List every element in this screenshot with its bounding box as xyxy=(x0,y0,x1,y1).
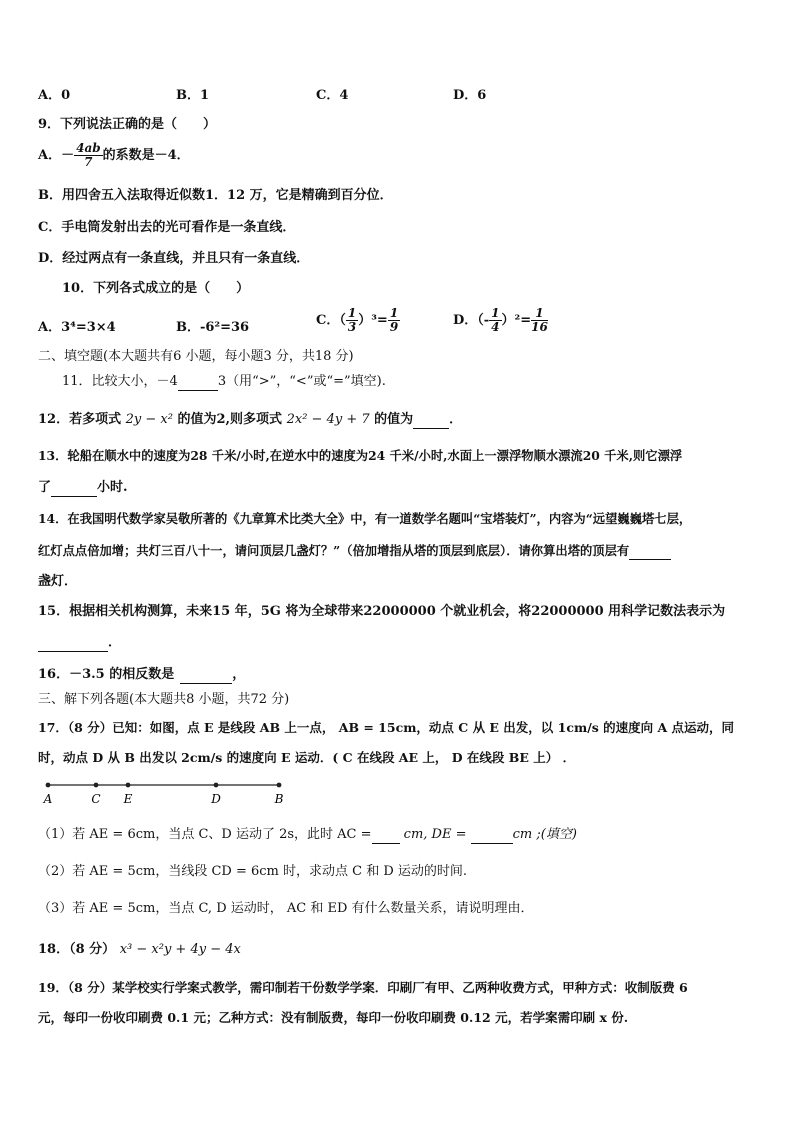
q17-line-2: 时，动点 D 从 B 出发以 2cm/s 的速度向 E 运动．( C 在线段 AE 上， D 在线段 BE 上） ． xyxy=(38,750,576,765)
q12-blank[interactable] xyxy=(413,414,449,429)
q9-a-prefix: A．－ xyxy=(38,148,75,163)
q18 xyxy=(38,941,241,959)
segment-diagram xyxy=(38,776,298,808)
q9-option-b: B．用四舍五入法取得近似数1．12 万，它是精确到百分位． xyxy=(38,188,393,203)
q10-d-prefix: D．（- xyxy=(453,313,490,328)
section-3-heading: 三、解下列各题(本大题共8 小题，共72 分) xyxy=(38,692,290,707)
q8-option-c: C．4 xyxy=(316,88,349,103)
fraction-numerator: 4ab xyxy=(76,141,101,155)
q10-c-prefix: C．（ xyxy=(316,313,346,328)
q9-a-fraction xyxy=(74,142,103,169)
q10-option-b: B．-6²=36 xyxy=(176,320,250,335)
q17-line-1: 17．（8 分）已知：如图，点 E 是线段 AB 上一点， AB = 15cm，动点 C 从 E 出发，以 1cm/s 的速度向 A 点运动，同 xyxy=(38,720,735,735)
q17-p1-text-b: cm, DE = xyxy=(403,827,467,842)
q17-p1-blank-de[interactable] xyxy=(471,829,513,844)
q12-expression-2: 2x² − 4y + 7 xyxy=(286,412,370,427)
segment-point-a xyxy=(46,783,51,788)
q17-p1-blank-ac[interactable] xyxy=(372,829,400,844)
q10-d-mid: ）²= xyxy=(501,313,532,328)
segment-label-a: A xyxy=(43,792,53,806)
q12-expression-1: 2y − x² xyxy=(125,412,173,427)
q17-p1-text-c: cm ;(填空) xyxy=(512,827,577,842)
fraction-numerator: 1 xyxy=(389,306,399,320)
q10-stem: 10．下列各式成立的是（ ） xyxy=(62,281,250,296)
segment-label-e: E xyxy=(123,792,133,806)
q8-option-d: D．6 xyxy=(453,88,487,103)
q12-text-a: 12．若多项式 xyxy=(38,412,122,427)
q9-stem: 9．下列说法正确的是（ ） xyxy=(38,117,217,132)
segment-point-c xyxy=(94,783,99,788)
segment-label-b: B xyxy=(274,792,284,806)
q13-text-a: 了 xyxy=(38,480,52,495)
q8-option-b: B．1 xyxy=(176,88,210,103)
q9-option-d: D．经过两点有一条直线，并且只有一条直线． xyxy=(38,251,310,266)
q17-part-3: （3）若 AE = 5cm，当点 C, D 运动时， AC 和 ED 有什么数量关系，请说明理由． xyxy=(38,901,534,916)
q13-line-2 xyxy=(38,479,128,497)
q13-line-1: 13．轮船在顺水中的速度为28 千米/小时,在逆水中的速度为24 千米/小时,水面上一漂浮物顺水漂流20 千米,则它漂浮 xyxy=(38,448,683,463)
q12 xyxy=(38,411,462,429)
fraction-denominator: 4 xyxy=(491,320,500,334)
q11 xyxy=(62,373,386,391)
q10-d-fraction xyxy=(489,307,501,334)
section-2-heading: 二、填空题(本大题共有6 小题，每小题3 分，共18 分) xyxy=(38,349,354,364)
q18-expression: x³ − x²y + 4y − 4x xyxy=(119,942,241,957)
q14-line-3: 盏灯． xyxy=(38,574,78,589)
q17-part-2: （2）若 AE = 5cm，当线段 CD = 6cm 时，求动点 C 和 D 运动的时间. xyxy=(38,864,468,879)
fraction-denominator: 7 xyxy=(84,155,93,169)
q16-blank[interactable] xyxy=(180,669,232,684)
q18-text: 18．（8 分） xyxy=(38,942,116,957)
q12-text-b: 的值为2,则多项式 xyxy=(177,412,283,427)
q17-p1-text-a: （1）若 AE = 6cm，当点 C、D 运动了 2s，此时 AC = xyxy=(38,827,372,842)
q9-a-suffix: 的系数是－4． xyxy=(102,148,190,163)
q10-c-mid: ）³= xyxy=(358,313,388,328)
q17-part-1 xyxy=(38,826,577,844)
q19-line-2: 元，每印一份收印刷费 0.1 元；乙种方式：没有制版费，每印一份收印刷费 0.12 元，若学案需印刷 x 份. xyxy=(38,1010,629,1025)
fraction-numerator: 1 xyxy=(491,306,500,320)
q10-d-result-fraction xyxy=(531,307,548,334)
q14-line-1: 14．在我国明代数学家吴敬所著的《九章算术比类大全》中，有一道数学名题叫“宝塔装灯”，内容为“远望巍巍塔七层， xyxy=(38,511,692,526)
q10-option-d xyxy=(453,307,548,334)
segment-label-c: C xyxy=(91,792,101,806)
q11-text-a: 11．比较大小，－4 xyxy=(62,374,178,389)
q15-line-1: 15．根据相关机构测算，未来15 年，5G 将为全球带来22000000 个就业机会，将22000000 用科学记数法表示为 xyxy=(38,604,726,619)
q10-option-c xyxy=(316,307,400,334)
q15-line-2 xyxy=(38,634,121,652)
q10-c-fraction xyxy=(346,307,358,334)
segment-point-d xyxy=(214,783,219,788)
q15-blank[interactable] xyxy=(38,637,108,652)
q16-text-b: ， xyxy=(232,667,246,682)
q10-option-a: A．3⁴=3×4 xyxy=(38,320,116,335)
q11-blank[interactable] xyxy=(178,376,218,391)
fraction-denominator: 16 xyxy=(531,320,548,334)
q8-option-a: A．0 xyxy=(38,88,71,103)
q19-line-1: 19．（8 分）某学校实行学案式教学，需印制若干份数学学案．印刷厂有甲、乙两种收费方式，甲种方式：收制版费 6 xyxy=(38,980,688,995)
q15-text: ． xyxy=(108,635,122,650)
q10-c-result-fraction xyxy=(388,307,400,334)
q16 xyxy=(38,666,245,684)
q16-text-a: 16．－3.5 的相反数是 xyxy=(38,667,175,682)
fraction-denominator: 9 xyxy=(389,320,399,334)
q9-option-c: C．手电筒发射出去的光可看作是一条直线． xyxy=(38,220,296,235)
segment-label-d: D xyxy=(211,792,221,806)
q11-text-b: 3（用“>”，“<”或“=”填空). xyxy=(217,374,386,389)
q13-text-b: 小时. xyxy=(97,480,128,495)
segment-point-b xyxy=(277,783,282,788)
fraction-numerator: 1 xyxy=(347,306,357,320)
q14-blank[interactable] xyxy=(629,545,671,560)
segment-point-e xyxy=(126,783,131,788)
q13-blank[interactable] xyxy=(51,482,97,497)
q14-text: 红灯点点倍加增；共灯三百八十一，请问顶层几盏灯？”（倍加增指从塔的顶层到底层）．请你算出塔的顶层有 xyxy=(38,543,630,558)
q14-line-2 xyxy=(38,542,671,560)
q12-text-d: ． xyxy=(449,412,463,427)
fraction-numerator: 1 xyxy=(531,307,548,321)
q12-text-c: 的值为 xyxy=(374,412,414,427)
q9-option-a xyxy=(38,142,190,169)
fraction-denominator: 3 xyxy=(347,320,357,334)
